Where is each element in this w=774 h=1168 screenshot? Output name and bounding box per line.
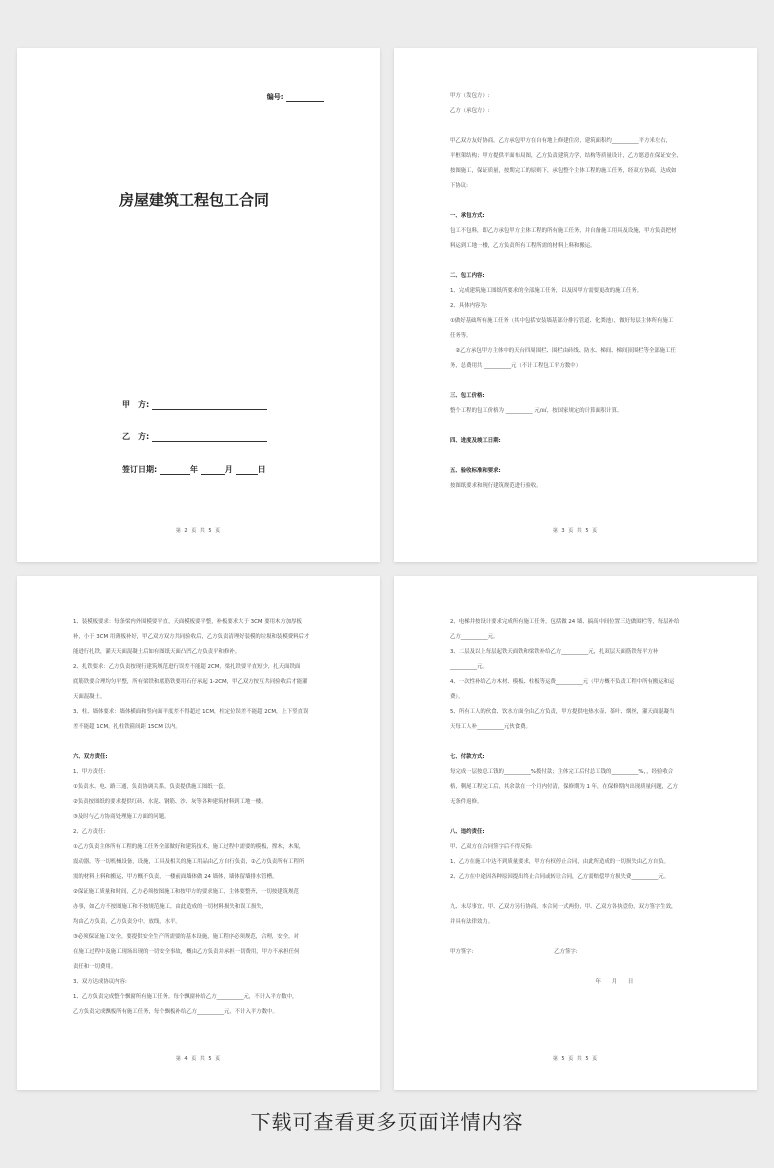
day-line [236,466,258,475]
year-label: 年 [190,465,198,474]
page-footer: 第 3 页 共 5 页 [552,528,599,534]
body-line [450,194,701,209]
sign-date-label: 签订日期: [122,465,158,474]
body-line: 无条件返修。 [450,799,483,805]
body-line: 5、所有工人的伙食、饮水方面全由乙方负责，甲方提供电热水壶、茶叶、烟丝，灌天面混凝当 [450,709,675,715]
sign-date-row [122,464,266,475]
body-line [450,735,701,750]
body-line: 1、乙方负责完成整个飘窗所有施工任务，每个飘窗补给乙方__________元，不计入平方数中， [73,994,298,1000]
body-line: 需的材料上料和搬运，甲方概不负责，一楼前面墙体做 24 墙体，墙体留墙排水管槽。 [73,874,278,880]
body-line [450,254,701,269]
body-line: 2、电梯井按设计要求完成所有施工任务，包括做 24 墙、搞高中间位置三边做围栏等，每层补给 [450,619,680,625]
body-line: 3、二层及以上每层起铁天面铁和梁铁补给乙方__________元，扎双层天面筋铁每平方补 [450,649,659,655]
body-line: 费）。 [450,694,464,700]
contract-number-line [286,95,324,102]
month-label: 月 [224,465,233,474]
contract-page-2 [17,48,380,562]
body-line: 格，剩尾工程完工后，其余款在一个月内付清，保修期为 1 年，在保修期内出现质量问题，乙方 [450,784,678,790]
section-heading: 一、承包方式: [450,213,485,219]
body-line: 料运到工地一楼，乙方负责所有工程所需的材料上料和搬运。 [450,243,596,249]
party-b-label: 乙 方: [122,432,150,441]
body-line: 底筋铁要合理均匀平整，所有梁铁和底筋铁要用石仔承起 1-2CM，甲乙双方按互共同验收后才能灌 [73,679,308,685]
party-b-row [122,431,267,442]
body-line: 补，小于 3CM 用薄板补好，甲乙双方双方共同验收后，乙方负责清理好装模的垃圾和装模费料后才 [73,634,310,640]
body-line: 2、乙方责任: [73,829,106,835]
party-a-label: 甲 方: [122,400,150,409]
section-heading: 八、违约责任: [450,829,485,835]
body-line [450,885,701,900]
body-line: 任务等。 [450,333,472,339]
body-line: 在施工过程中及施工现场出现的一切安全事故，概由乙方负责并承担一切费用，甲方不承担任何 [73,949,300,955]
body-line: 3、双方达成协议内容: [73,979,127,985]
body-line: 1、乙方在施工中达不到质量要求，甲方有权停止合同，由此所造成的一切损失由乙方自负。 [450,859,670,865]
body-line: ③必须保证施工安全，要提供安全生产所需要的基本设施，施工程序必须规范，合理，安全，对 [73,934,299,940]
body-line: 每完成一层按总工钱的__________%拨付款；主体完工后付总工钱的__________%，，经验收合 [450,769,674,775]
body-line: __________元。 [450,664,488,670]
month-line [201,466,225,475]
body-line [450,960,701,975]
contract-number [267,92,324,102]
body-line [450,419,701,434]
body-line [450,930,701,945]
body-line: 年 月 日 [450,979,634,985]
section-heading: 二、包工内容: [450,273,485,279]
body-line: 3、柱、墙体要求：墙体横面和竖向面平度差不得超过 1CM，柱定位误差不能超 2CM，上下竖直误 [73,709,309,715]
section-heading: 五、验收标准和要求: [450,468,501,474]
body-line: 1、完成建筑施工图纸所要求的全部施工任务，以及因甲方需要更改的施工任务。 [450,288,643,294]
day-label: 日 [257,465,266,474]
body-line: 差不能超 1CM，扎柱铁箍间距 15CM 以内。 [73,724,181,730]
body-line: 责任和一切费用。 [73,964,117,970]
body-line: 甲方（发包方）: [450,93,490,99]
page-body [450,615,701,990]
section-heading: 三、包工价格: [450,393,485,399]
body-line: ②乙方承包甲方主体中的天台四周围栏、围栏由砖线、防水、梯间、梯间顶围栏等全部施工任 [450,348,676,354]
body-line: 乙方__________元。 [450,634,499,640]
body-line: 并具有法律效力。 [450,919,494,925]
body-line: ①乙方负责主体所有工程的施工任务全部做好和建筑技术，施工过程中需要的模板，撑木，木架， [73,844,305,850]
section-heading: 四、进度及竣工日期: [450,438,501,444]
section-heading: 七、付款方式: [450,754,485,760]
body-line: 整个工程的包工价格为 __________ 元/㎡，按国家规定的计算面积计算。 [450,408,623,414]
page-body [450,89,701,494]
page-footer: 第 4 页 共 5 页 [175,1056,222,1062]
body-line: 天每工人补__________元伙食费。 [450,724,531,730]
body-line: 均由乙方负责，乙方负责分中，放线，水平。 [73,919,181,925]
contract-page-3 [394,48,757,562]
body-line [450,449,701,464]
contract-page-5 [394,576,757,1090]
body-line: 甲、乙双方在合同签字后不得反悔: [450,844,533,850]
body-line: 2、具体内容为: [450,303,488,309]
body-line: 4、一次性补给乙方木材、模板、柱板等运费__________元（甲方概不负责工程中所有搬运和运 [450,679,675,685]
party-b-line [152,433,267,442]
page-body [73,615,324,1020]
contract-page-4 [17,576,380,1090]
body-line: 办事，如乙方不按图施工和不按规范施工，由此造成的一切材料损失和误工损失， [73,904,268,910]
body-line [73,735,324,750]
body-line: 震动器，等一切机械设备，设施，工具及相关的施工用品由乙方自行负责，②乙方负责所有工程所 [73,859,305,865]
page-footer: 第 5 页 共 5 页 [552,1056,599,1062]
body-line: ①做好基础所有施工任务（其中包括安装墙基部分排污管道、化粪池），做好每层主体所有施工 [450,318,674,324]
body-line: 2、扎铁要求：乙方负责按现行建筑规范进行误差不能超 2CM，梁扎铁要平直短少，扎天面铁面 [73,664,301,670]
body-line: 天面混凝土。 [73,694,106,700]
body-line: ③及时与乙方协商处理施工方面的问题。 [73,814,170,820]
body-line [450,119,701,134]
body-line: ②负责按图纸的要求提供红砖、水泥、钢筋、沙、灰等各种建筑材料到工地一楼。 [73,799,267,805]
party-a-row [122,399,267,410]
body-line [450,374,701,389]
body-line: ②保证施工质量和时间，乙方必须按图施工和按甲方的要求施工，主体要整齐，一切按建筑规范 [73,889,299,895]
body-line: 包工不包料，即乙方承包甲方主体工程的所有施工任务，并自备施工用具及设施，甲方负责把材 [450,228,677,234]
body-line: 乙方（承包方）: [450,108,490,114]
body-line: 1、装模板要求：每条梁内外围模要平直，天面模板要平整，补板要求大于 3CM 要用木方加厚板 [73,619,302,625]
body-line: 平框架结构；甲方提供平面布局图，乙方负责建筑力学，结构等质量设计，乙方愿意在保证安全， [450,153,682,159]
download-caption: 下载可查看更多页面详情内容 [250,1110,524,1134]
party-a-line [152,401,267,410]
body-line: 按图纸要求和现行建筑规范进行验收。 [450,483,542,489]
body-line: 按图施工，保证质量，按期完工的原则下，承包整个主体工程的施工任务，经双方协商，达成如 [450,168,677,174]
body-line [450,810,701,825]
body-line: 甲乙双方友好协商，乙方承包甲方在自有地上修建住房，建筑面积约__________平方米左右， [450,138,672,144]
body-line: ①负责水、电、路三通，负责协调关系，负责提供施工图纸一套。 [73,784,229,790]
contract-title: 房屋建筑工程包工合同 [119,191,270,209]
body-line: 1、甲方责任: [73,769,106,775]
year-line [160,466,190,475]
section-heading: 六、双方责任: [73,754,108,760]
body-line: 下协议: [450,183,468,189]
body-line: 务，总费用共 __________元（不计工程包工平方数中） [450,363,582,369]
body-line: 乙方负责完成飘板所有施工任务，每个飘板补给乙方__________元，不计入平方数中。 [73,1009,278,1015]
body-line: 甲方签字: 乙方签字: [450,949,578,955]
page-footer: 第 2 页 共 5 页 [175,528,222,534]
body-line: 九、未尽事宜，甲、乙双方另行协商，本合同一式两份，甲、乙双方各执壹份，双方签字生效， [450,904,677,910]
body-line: 能进行扎铁，灌天天面混凝土后如有图纸天面凸凹乙方负责平和修补。 [73,649,241,655]
contract-number-label: 编号: [266,93,284,101]
body-line: 2、乙方在中途因各种原因提出终止合同或转让合同，乙方需赔偿甲方损失费__________元。 [450,874,670,880]
